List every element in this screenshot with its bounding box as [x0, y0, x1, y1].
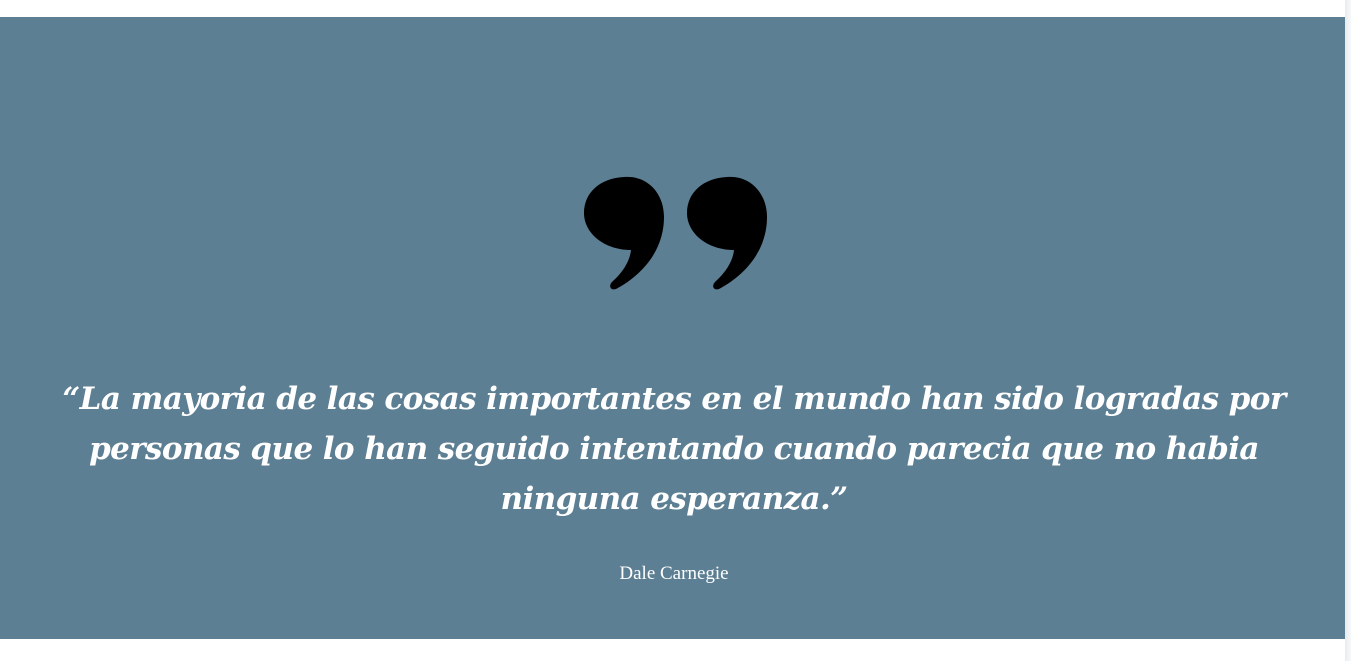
quote-author: Dale Carnegie: [619, 563, 729, 584]
closing-quote-icon: [582, 157, 772, 277]
page-edge: [1345, 0, 1351, 661]
quote-section: [0, 17, 1348, 639]
quote-text: “La mayoria de las cosas importantes en el mundo han sido logradas por personas que lo han seguido intentando cuando parecia que no habia ninguna esperanza.”: [62, 381, 1286, 517]
